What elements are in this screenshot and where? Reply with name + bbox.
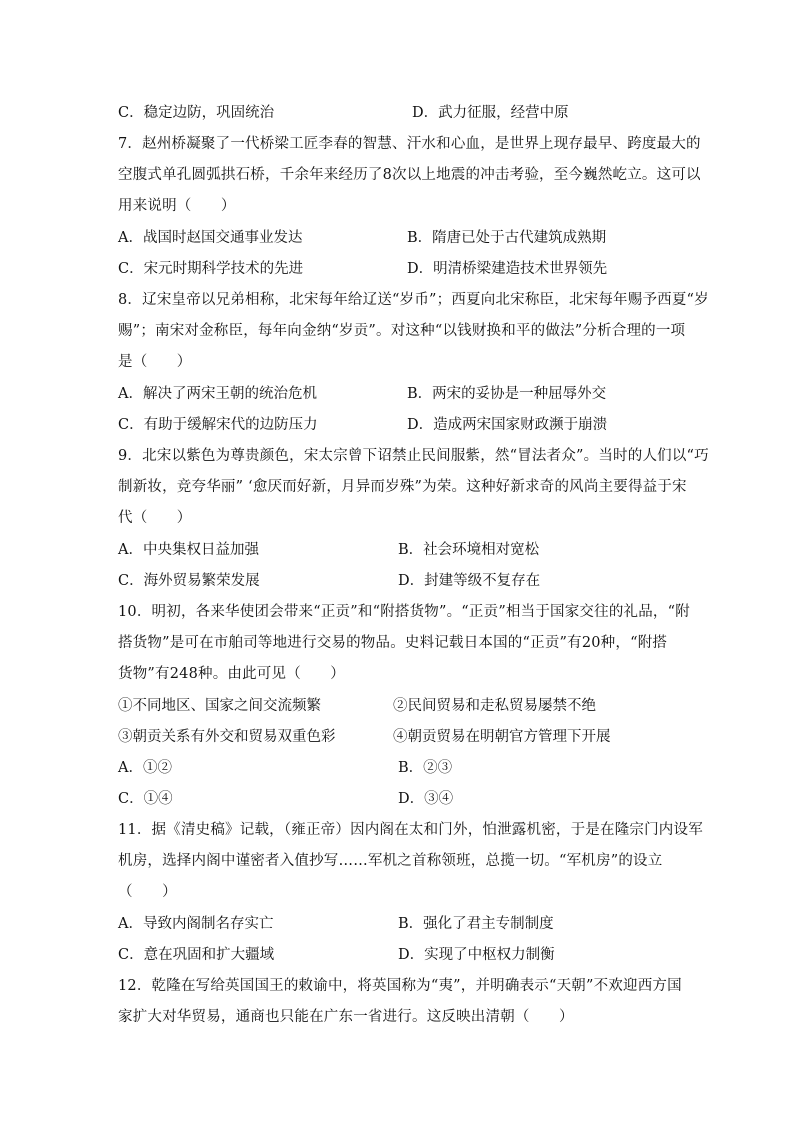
- q9-stem-line: 9．北宋以紫色为尊贵颜色，宋太宗曾下诏禁止民间服紫，然“冒法者众”。当时的人们以“巧: [118, 448, 709, 464]
- q9-option-c: C．海外贸易繁荣发展: [118, 573, 260, 589]
- q11-stem-line: （ ）: [118, 884, 177, 900]
- q8-stem-line: 赐”；南宋对金称臣，每年向金纳“岁贡”。对这种“以钱财换和平的做法”分析合理的一项: [118, 323, 686, 339]
- q11-option-c: C．意在巩固和扩大疆域: [118, 947, 275, 963]
- q10-statement-1: ①不同地区、国家之间交流频繁: [118, 698, 321, 714]
- q12-stem-line: 12．乾隆在写给英国国王的敕谕中，将英国称为“夷”，并明确表示“天朝”不欢迎西方国: [118, 978, 682, 994]
- q6-option-c: C．稳定边防，巩固统治: [118, 105, 275, 121]
- q10-option-c: C．①④: [118, 791, 173, 807]
- q10-statement-4: ④朝贡贸易在明朝官方管理下开展: [393, 729, 611, 745]
- q9-stem-line: 制新妆，竞夸华丽” ‘愈厌而好新，月异而岁殊”为荣。这种好新求奇的风尚主要得益于宋: [118, 479, 687, 495]
- q7-stem-line: 空腹式单孔圆弧拱石桥，千余年来经历了8次以上地震的冲击考验，至今巍然屹立。这可以: [118, 167, 701, 183]
- q9-option-d: D．封建等级不复存在: [398, 573, 541, 589]
- q7-option-b: B．隋唐已处于古代建筑成熟期: [407, 230, 607, 246]
- q10-option-a: A．①②: [118, 760, 172, 776]
- q7-option-c: C．宋元时期科学技术的先进: [118, 261, 304, 277]
- q9-option-a: A．中央集权日益加强: [118, 542, 259, 558]
- q8-option-a: A．解决了两宋王朝的统治危机: [118, 386, 317, 402]
- q8-option-b: B．两宋的妥协是一种屈辱外交: [407, 386, 607, 402]
- q10-statement-3: ③朝贡关系有外交和贸易双重色彩: [118, 729, 336, 745]
- q11-option-a: A．导致内阁制名存实亡: [118, 916, 274, 932]
- q10-stem-line: 搭货物”是可在市舶司等地进行交易的物品。史料记载日本国的“正贡”有20种，“附搭: [118, 635, 668, 651]
- q8-option-d: D．造成两宋国家财政濒于崩溃: [407, 417, 608, 433]
- q10-stem-line: 10．明初，各来华使团会带来“正贡”和“附搭货物”。“正贡”相当于国家交往的礼品，“附: [118, 604, 690, 620]
- q11-option-b: B．强化了君主专制制度: [398, 916, 554, 932]
- q8-option-c: C．有助于缓解宋代的边防压力: [118, 417, 318, 433]
- q8-stem-line: 8．辽宋皇帝以兄弟相称，北宋每年给辽送“岁币”；西夏向北宋称臣，北宋每年赐予西夏“岁: [118, 292, 709, 308]
- q6-option-d: D．武力征服，经营中原: [412, 105, 569, 121]
- q12-stem-line: 家扩大对华贸易，通商也只能在广东一省进行。这反映出清朝（ ）: [118, 1009, 574, 1025]
- q9-option-b: B．社会环境相对宽松: [398, 542, 540, 558]
- q11-stem-line: 11．据《清史稿》记载，（雍正帝）因内阁在太和门外，怕泄露机密，于是在隆宗门内设军: [118, 822, 703, 838]
- q7-option-a: A．战国时赵国交通事业发达: [118, 230, 303, 246]
- q9-stem-line: 代（ ）: [118, 510, 192, 526]
- q7-stem-line: 用来说明（ ）: [118, 198, 236, 214]
- q7-stem-line: 7．赵州桥凝聚了一代桥梁工匠李春的智慧、汗水和心血，是世界上现存最早、跨度最大的: [118, 136, 701, 152]
- q10-option-b: B．②③: [398, 760, 453, 776]
- q10-option-d: D．③④: [398, 791, 454, 807]
- q7-option-d: D．明清桥梁建造技术世界领先: [407, 261, 608, 277]
- q11-stem-line: 机房，选择内阁中谨密者入值抄写……军机之首称领班，总揽一切。“军机房”的设立: [118, 853, 663, 869]
- q10-statement-2: ②民间贸易和走私贸易屡禁不绝: [393, 698, 596, 714]
- q10-stem-line: 货物”有248种。由此可见（ ）: [118, 666, 345, 682]
- q8-stem-line: 是（ ）: [118, 354, 192, 370]
- q11-option-d: D．实现了中枢权力制衡: [398, 947, 555, 963]
